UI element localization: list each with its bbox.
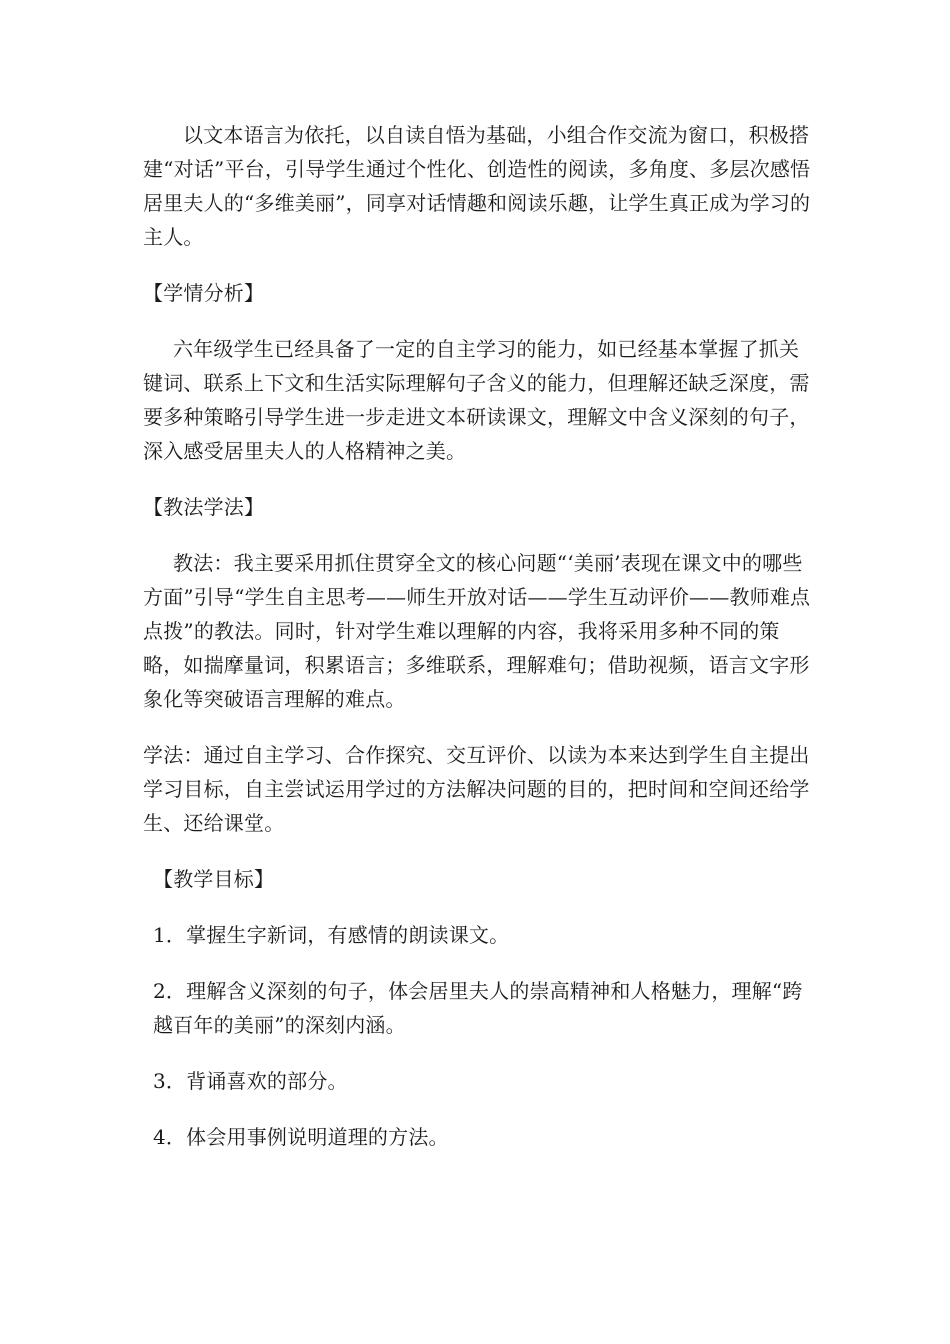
goal-item-1: 1．掌握生字新词，有感情的朗读课文。 [153, 923, 510, 947]
goal-item-4: 4．体会用事例说明道理的方法。 [153, 1125, 449, 1149]
heading-teaching-goals: 【教学目标】 [153, 867, 275, 891]
student-analysis-paragraph: 六年级学生已经具备了一定的自主学习的能力，如已经基本掌握了抓关键词、联系上下文和生活实际理解句子含义的能力，但理解还缺乏深度，需要多种策略引导学生进一步走进文本研读课文，理解文中含义深刻的句子，深入感受居里夫人的人格精神之美。 [143, 337, 810, 463]
heading-teaching-methods: 【教法学法】 [143, 495, 265, 519]
goal-item-3: 3．背诵喜欢的部分。 [153, 1069, 348, 1093]
learning-method-paragraph: 学法：通过自主学习、合作探究、交互评价、以读为本来达到学生自主提出学习目标，自主尝试运用学过的方法解决问题的目的，把时间和空间还给学生、还给课堂。 [143, 743, 810, 835]
goal-item-2: 2．理解含义深刻的句子，体会居里夫人的崇高精神和人格魅力，理解“跨越百年的美丽”的深刻内涵。 [153, 979, 803, 1037]
teaching-method-paragraph: 教法：我主要采用抓住贯穿全文的核心问题“‘美丽’表现在课文中的哪些方面”引导“学生自主思考——师生开放对话——学生互动评价——教师难点点拨”的教法。同时，针对学生难以理解的内容，我将采用多种不同的策略，如揣摩量词，积累语言；多维联系，理解难句；借助视频，语言文字形象化等突破语言理解的难点。 [143, 551, 811, 711]
intro-paragraph: 以文本语言为依托，以自读自悟为基础，小组合作交流为窗口，积极搭建“对话”平台，引导学生通过个性化、创造性的阅读，多角度、多层次感悟居里夫人的“多维美丽”，同享对话情趣和阅读乐趣，让学生真正成为学习的主人。 [143, 123, 811, 249]
heading-student-analysis: 【学情分析】 [143, 281, 265, 305]
document-page [143, 118, 811, 1154]
